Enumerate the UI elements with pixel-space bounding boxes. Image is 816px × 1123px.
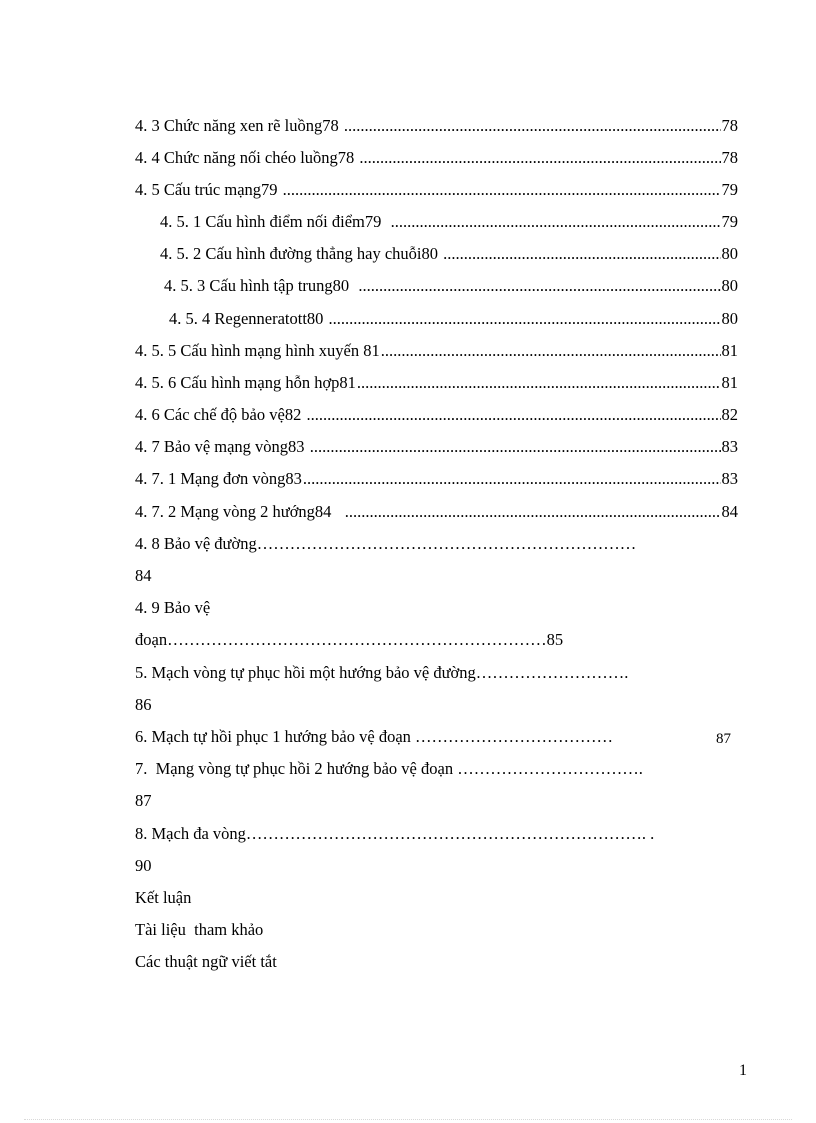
toc-line: 87 bbox=[716, 731, 731, 747]
toc-entry bbox=[164, 276, 738, 296]
toc-entry-page: 84 bbox=[721, 502, 738, 521]
page-bottom-rule bbox=[24, 1119, 792, 1120]
toc-line: 84 bbox=[135, 566, 152, 585]
toc-entry bbox=[135, 502, 738, 522]
toc-entry-page: 81 bbox=[721, 373, 738, 392]
leader-dots bbox=[359, 148, 720, 168]
toc-entry bbox=[135, 373, 738, 393]
toc-line: 4. 9 Bảo vệ bbox=[135, 598, 211, 617]
toc-entry bbox=[135, 116, 738, 136]
toc-entry bbox=[160, 244, 738, 264]
toc-entry bbox=[135, 341, 738, 361]
toc-entry bbox=[135, 469, 738, 489]
toc-entry-label: 4. 4 Chức năng nối chéo luồng78 bbox=[135, 148, 359, 167]
toc-entry-page: 78 bbox=[721, 148, 738, 167]
toc-entry bbox=[135, 405, 738, 425]
toc-entry-label: 4. 5. 2 Cấu hình đường thẳng hay chuỗi80 bbox=[160, 244, 443, 263]
leader-dots bbox=[344, 116, 721, 136]
toc-entry-page: 80 bbox=[721, 309, 738, 328]
toc-entry-page: 80 bbox=[721, 244, 738, 263]
toc-entry-page: 79 bbox=[721, 212, 738, 231]
toc-line: 7. Mạng vòng tự phục hồi 2 hướng bảo vệ đoạn ……………………………. bbox=[135, 759, 643, 778]
toc-line: Kết luận bbox=[135, 888, 192, 907]
toc-entry bbox=[135, 437, 738, 457]
leader-dots bbox=[303, 469, 721, 489]
toc-entry bbox=[135, 180, 738, 200]
leader-dots bbox=[381, 341, 721, 361]
toc-line: Các thuật ngữ viết tắt bbox=[135, 952, 277, 971]
toc-entry-label: 4. 5 Cấu trúc mạng79 bbox=[135, 180, 282, 199]
toc-entry bbox=[135, 148, 738, 168]
leader-dots bbox=[310, 437, 721, 457]
toc-entry-page: 83 bbox=[721, 437, 738, 456]
toc-entry-label: 4. 7. 2 Mạng vòng 2 hướng84 bbox=[135, 502, 344, 521]
leader-dots bbox=[391, 212, 721, 232]
leader-dots bbox=[306, 405, 720, 425]
leader-dots bbox=[358, 276, 720, 296]
toc-entry-label: 4. 6 Các chế độ bảo vệ82 bbox=[135, 405, 306, 424]
toc-entry bbox=[169, 309, 738, 329]
toc-entry-label: 4. 3 Chức năng xen rẽ luồng78 bbox=[135, 116, 343, 135]
toc-entry-page: 79 bbox=[721, 180, 738, 199]
page-number: 1 bbox=[739, 1062, 747, 1079]
toc-line: đoạn……………………………………………………………85 bbox=[135, 630, 564, 649]
leader-dots bbox=[329, 309, 721, 329]
toc-entry-page: 82 bbox=[721, 405, 738, 424]
toc-entry-label: 4. 5. 4 Regenneratott80 bbox=[169, 309, 328, 328]
toc-entry-page: 78 bbox=[721, 116, 738, 135]
leader-dots bbox=[283, 180, 721, 200]
toc-line: 5. Mạch vòng tự phục hồi một hướng bảo vệ đường………………………. bbox=[135, 663, 629, 682]
toc-entry-label: 4. 7. 1 Mạng đơn vòng83 bbox=[135, 469, 302, 488]
toc-entry-page: 83 bbox=[721, 469, 738, 488]
toc-line: 86 bbox=[135, 695, 152, 714]
toc-entry-page: 80 bbox=[721, 276, 738, 295]
toc-entry-label: 4. 5. 6 Cấu hình mạng hỗn hợp81 bbox=[135, 373, 356, 392]
toc-entry-label: 4. 5. 5 Cấu hình mạng hình xuyến 81 bbox=[135, 341, 380, 360]
toc-line: 87 bbox=[135, 791, 152, 810]
toc-line: 90 bbox=[135, 856, 152, 875]
leader-dots bbox=[443, 244, 720, 264]
toc-line: 4. 8 Bảo vệ đường…………………………………………………………… bbox=[135, 534, 637, 553]
leader-dots bbox=[345, 502, 721, 522]
leader-dots bbox=[357, 373, 721, 393]
toc-entry bbox=[160, 212, 738, 232]
toc-line: Tài liệu tham khảo bbox=[135, 920, 264, 939]
toc-line: 8. Mạch đa vòng………………………………………………………………. . bbox=[135, 824, 655, 843]
toc-entry-label: 4. 5. 1 Cấu hình điểm nối điểm79 bbox=[160, 212, 390, 231]
toc-entry-page: 81 bbox=[721, 341, 738, 360]
toc-entry-label: 4. 7 Bảo vệ mạng vòng83 bbox=[135, 437, 309, 456]
toc-line: 6. Mạch tự hồi phục 1 hướng bảo vệ đoạn ……………………………… bbox=[135, 727, 614, 746]
toc-entry-label: 4. 5. 3 Cấu hình tập trung80 bbox=[164, 276, 358, 295]
